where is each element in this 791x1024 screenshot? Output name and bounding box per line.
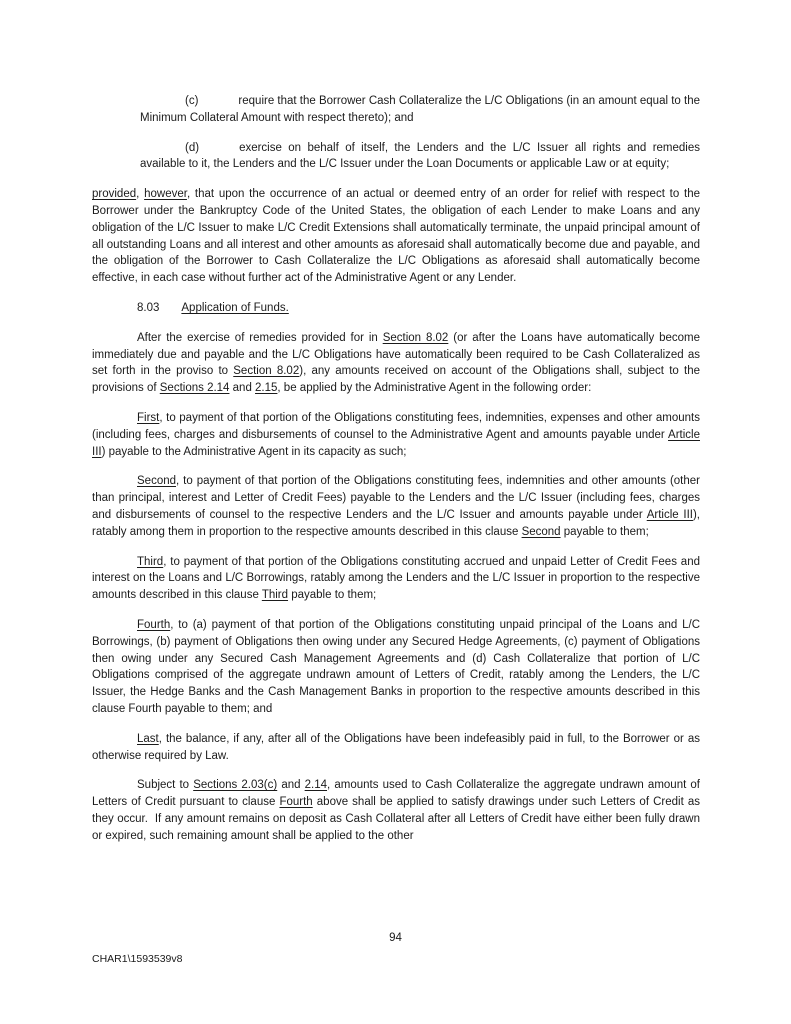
- underlined-text-segment: 2.15: [255, 382, 278, 395]
- clause-c-paragraph: [140, 93, 700, 127]
- document-version-stamp: CHAR1\1593539v8: [92, 953, 183, 965]
- page-number: 94: [389, 932, 402, 944]
- underlined-text-segment: Second: [521, 525, 561, 538]
- text-segment: , amounts used to Cash Collateralize the aggregate undrawn amount of Letters of Credit pursuant to clause: [92, 779, 700, 809]
- document-content: [92, 93, 700, 857]
- underlined-text-segment: Section 8.02: [382, 331, 449, 344]
- underlined-text-segment: Fourth: [137, 618, 171, 631]
- underlined-text-segment: Sections 2.14: [159, 382, 230, 395]
- text-segment: payable to them;: [288, 589, 377, 602]
- text-segment: (d): [185, 141, 200, 154]
- underlined-text-segment: Third: [137, 555, 164, 568]
- text-segment: , to payment of that portion of the Obligations constituting fees, indemnities and other amounts (other than principal, interest and Letter of Credit Fees) payable to the Lenders and the L/C Issuer (including fees, charges and disbursements of counsel to the respective Lenders and the L/C Issuer and amounts payable under: [92, 475, 700, 521]
- clause-fourth-paragraph: [92, 617, 700, 718]
- underlined-text-segment: Application of Funds.: [181, 301, 289, 314]
- text-segment: and: [277, 779, 305, 792]
- application-of-funds-intro-paragraph: [92, 330, 700, 397]
- underlined-text-segment: First: [137, 411, 160, 424]
- underlined-text-segment: however: [144, 188, 187, 201]
- section-8-03-heading: [92, 300, 700, 317]
- text-segment: above shall be applied to satisfy drawings under such Letters of Credit as they occur. If any amount remains on deposit as Cash Collateral after all Letters of Credit have either been fully drawn or expired, such remaining amount shall be applied to the other: [92, 796, 700, 842]
- text-segment: , the balance, if any, after all of the Obligations have been indefeasibly paid in full, to the Borrower or as otherwise required by Law.: [92, 732, 700, 762]
- clause-last-paragraph: [92, 731, 700, 765]
- text-segment: require that the Borrower Cash Collateralize the L/C Obligations (in an amount equal to the Minimum Collateral Amount with respect thereto); and: [140, 95, 700, 124]
- text-segment: , to payment of that portion of the Obligations constituting fees, indemnities, expenses and other amounts (including fees, charges and disbursements of counsel to the Administrative Agent and amounts payable under: [92, 411, 700, 441]
- cash-collateral-application-paragraph: [92, 777, 700, 844]
- clause-second-paragraph: [92, 473, 700, 540]
- underlined-text-segment: Article III: [92, 428, 700, 458]
- text-segment: exercise on behalf of itself, the Lenders and the L/C Issuer all rights and remedies available to it, the Lenders and the L/C Issuer under the Loan Documents or applicable Law or at equity;: [140, 141, 700, 171]
- clause-d-paragraph: [140, 140, 700, 174]
- text-segment: ), any amounts received on account of the Obligations shall, subject to the provisions of: [92, 365, 701, 395]
- underlined-text-segment: provided: [92, 188, 137, 201]
- text-segment: 8.03: [137, 301, 160, 314]
- underlined-text-segment: 2.14: [304, 779, 328, 792]
- underlined-text-segment: Fourth: [279, 796, 313, 809]
- text-segment: , be applied by the Administrative Agent in the following order:: [277, 382, 592, 395]
- underlined-text-segment: Last: [137, 732, 159, 745]
- text-segment: payable to them;: [560, 525, 649, 538]
- text-segment: (c): [185, 95, 199, 107]
- text-segment: ), ratably among them in proportion to the respective amounts described in this clause: [92, 508, 700, 538]
- underlined-text-segment: Section 8.02: [233, 365, 300, 378]
- text-segment: , that upon the occurrence of an actual or deemed entry of an order for relief with respect to the Borrower under the Bankruptcy Code of the United States, the obligation of each Lender to make Loans and any obligation of the L/C Issuer to make L/C Credit Extensions shall automatically terminate, the unpaid principal amount of all outstanding Loans and all interest and other amounts as aforesaid shall automatically become due and payable, and the obligation of the Borrower to Cash Collateralize the L/C Obligations as aforesaid shall automatically become effective, in each case without further act of the Administrative Agent or any Lender.: [92, 188, 701, 285]
- text-segment: and: [229, 382, 256, 395]
- underlined-text-segment: Article III: [646, 508, 693, 521]
- clause-first-paragraph: [92, 410, 700, 460]
- text-segment: ,: [136, 188, 145, 201]
- text-segment: , to (a) payment of that portion of the Obligations constituting unpaid principal of the Loans and L/C Borrowings, (b) payment of Obligations then owing under any Secured Hedge Agreements, (c) payment of Obligations then owing under any Secured Cash Management Agreements and (d) Cash Collateralize that portion of L/C Obligations comprised of the aggregate undrawn amount of Letters of Credit, ratably among the Lenders, the L/C Issuer, the Hedge Banks and the Cash Management Banks in proportion to the respective amounts described in this clause Fourth payable to them; and: [92, 618, 700, 715]
- proviso-paragraph: [92, 186, 700, 287]
- underlined-text-segment: Third: [261, 589, 289, 602]
- text-segment: After the exercise of remedies provided for in: [137, 331, 383, 344]
- text-segment: , to payment of that portion of the Obligations constituting accrued and unpaid Letter of Credit Fees and interest on the Loans and L/C Borrowings, ratably among the Lenders and the L/C Issuer in proportion to the respective amounts described in this clause: [92, 555, 700, 602]
- clause-third-paragraph: [92, 554, 700, 604]
- text-segment: (or after the Loans have automatically become immediately due and payable and the L/C Obligations have automatically been required to be Cash Collateralized as set forth in the proviso to: [92, 331, 701, 378]
- underlined-text-segment: Second: [137, 475, 177, 488]
- text-segment: ) payable to the Administrative Agent in its capacity as such;: [101, 445, 407, 458]
- text-segment: Subject to: [137, 779, 194, 792]
- underlined-text-segment: Sections 2.03(c): [193, 779, 278, 792]
